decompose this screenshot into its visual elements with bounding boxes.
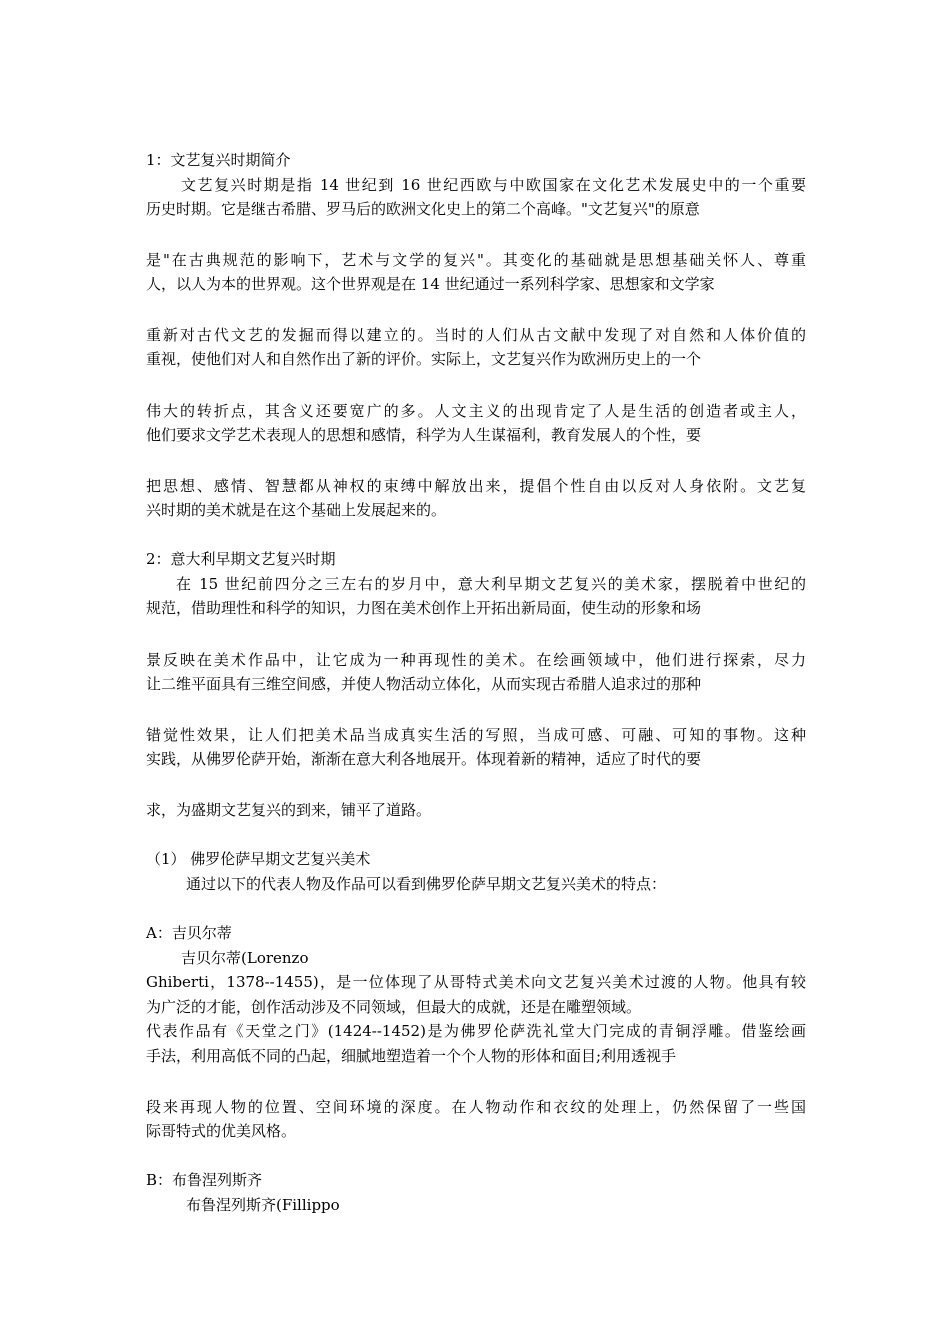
paragraph-line: 重视，使他们对人和自然作出了新的评价。实际上，文艺复兴作为欧洲历史上的一个 <box>146 350 702 368</box>
item-heading-b: B：布鲁涅列斯齐 <box>146 1171 263 1189</box>
paragraph-line: 他们要求文学艺术表现人的思想和感情，科学为人生谋福利，教育发展人的个性，要 <box>146 426 702 444</box>
paragraph-line: 错觉性效果，让人们把美术品当成真实生活的写照，当成可感、可融、可知的事物。这种 <box>146 726 806 744</box>
paragraph-line: 让二维平面具有三维空间感，并使人物活动立体化，从而实现古希腊人追求过的那种 <box>146 675 702 693</box>
paragraph-line: Ghiberti，1378--1455)，是一位体现了从哥特式美术向文艺复兴美术过渡的人物。他具有较 <box>146 973 806 991</box>
paragraph-line: 伟大的转折点，其含义还要宽广的多。人文主义的出现肯定了人是生活的创造者或主人， <box>146 402 806 420</box>
section-heading-1: 1：文艺复兴时期简介 <box>146 151 291 169</box>
paragraph-line: 通过以下的代表人物及作品可以看到佛罗伦萨早期文艺复兴美术的特点： <box>186 875 667 893</box>
paragraph-line: 段来再现人物的位置、空间环境的深度。在人物动作和衣纹的处理上，仍然保留了一些国 <box>146 1098 806 1116</box>
paragraph-line: 规范，借助理性和科学的知识，力图在美术创作上开拓出新局面，使生动的形象和场 <box>146 599 702 617</box>
subsection-heading: （1） 佛罗伦萨早期文艺复兴美术 <box>146 850 371 868</box>
paragraph-line: 重新对古代文艺的发掘而得以建立的。当时的人们从古文献中发现了对自然和人体价值的 <box>146 326 806 344</box>
paragraph-line: 布鲁涅列斯齐(Fillippo <box>186 1196 340 1214</box>
item-heading-a: A：吉贝尔蒂 <box>146 924 232 942</box>
paragraph-line: 代表作品有《天堂之门》(1424--1452)是为佛罗伦萨洗礼堂大门完成的青铜浮雕。借鉴绘画 <box>146 1022 806 1040</box>
paragraph-line: 为广泛的才能，创作活动涉及不同领域，但最大的成就，还是在雕塑领域。 <box>146 998 642 1016</box>
paragraph-line: 际哥特式的优美风格。 <box>146 1122 297 1140</box>
paragraph-line: 人，以人为本的世界观。这个世界观是在 14 世纪通过一系列科学家、思想家和文学家 <box>146 275 715 293</box>
paragraph-line: 手法，利用高低不同的凸起，细腻地塑造着一个个人物的形体和面目;利用透视手 <box>146 1047 677 1065</box>
paragraph-line: 景反映在美术作品中，让它成为一种再现性的美术。在绘画领域中，他们进行探索，尽力 <box>146 651 806 669</box>
paragraph-line: 把思想、感情、智慧都从神权的束缚中解放出来，提倡个性自由以反对人身依附。文艺复 <box>146 477 806 495</box>
paragraph-line: 吉贝尔蒂(Lorenzo <box>181 949 309 967</box>
paragraph-line: 文艺复兴时期是指 14 世纪到 16 世纪西欧与中欧国家在文化艺术发展史中的一个重要 <box>181 176 806 194</box>
paragraph-line: 历史时期。它是继古希腊、罗马后的欧洲文化史上的第二个高峰。"文艺复兴"的原意 <box>146 200 700 218</box>
paragraph-line: 在 15 世纪前四分之三左右的岁月中，意大利早期文艺复兴的美术家，摆脱着中世纪的 <box>176 575 806 593</box>
section-heading-2: 2：意大利早期文艺复兴时期 <box>146 550 336 568</box>
paragraph-line: 实践，从佛罗伦萨开始，渐渐在意大利各地展开。体现着新的精神，适应了时代的要 <box>146 750 702 768</box>
paragraph-line: 求，为盛期文艺复兴的到来，铺平了道路。 <box>146 801 432 819</box>
paragraph-line: 是"在古典规范的影响下，艺术与文学的复兴"。其变化的基础就是思想基础关怀人、尊重 <box>146 251 806 269</box>
paragraph-line: 兴时期的美术就是在这个基础上发展起来的。 <box>146 501 447 519</box>
